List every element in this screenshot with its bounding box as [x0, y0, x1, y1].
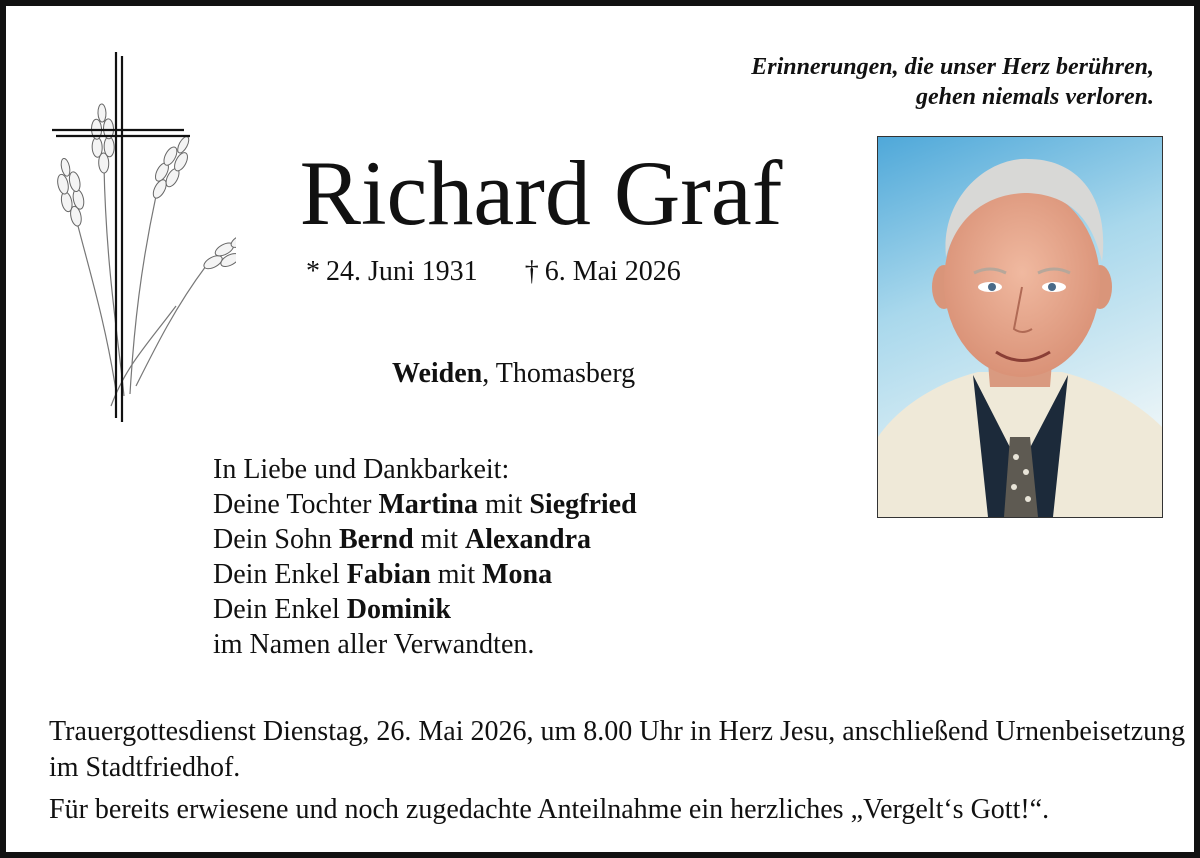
cross-with-wheat-icon [46, 46, 236, 436]
memorial-quote [751, 52, 1154, 112]
mourner-line [213, 522, 637, 557]
residence-district: , Thomasberg [482, 358, 636, 389]
mourner-line [213, 557, 637, 592]
portrait-photo [877, 136, 1163, 518]
mourner-name: Dominik [346, 594, 451, 625]
residence-city: Weiden [392, 358, 483, 389]
mourner-name: Martina [378, 489, 478, 520]
mourner-conjunction: mit [430, 559, 483, 590]
mourners-intro: In Liebe und Dankbarkeit: [213, 454, 510, 485]
mourner-conjunction: mit [478, 489, 530, 520]
funeral-service-info: Trauergottesdienst Dienstag, 26. Mai 2026, um 8.00 Uhr in Herz Jesu, anschließend Urnenbeisetzung im Stadtfriedhof. [49, 716, 1186, 783]
mourner-line [213, 592, 637, 627]
mourner-relation: Deine Tochter [213, 489, 379, 520]
mourner-name: Fabian [346, 559, 431, 590]
residence [392, 356, 635, 392]
mourners-closing: im Namen aller Verwandten. [213, 629, 535, 660]
mourner-relation: Dein Sohn [213, 524, 339, 555]
mourners-list [213, 452, 637, 662]
mourner-relation: Dein Enkel [213, 594, 347, 625]
quote-line-1: Erinnerungen, die unser Herz berühren, [751, 54, 1154, 80]
mourner-relation: Dein Enkel [213, 559, 347, 590]
death-dagger-icon: † [524, 256, 539, 287]
death-date: 6. Mai 2026 [544, 256, 681, 287]
mourner-conjunction: mit [413, 524, 466, 555]
mourner-partner-name: Alexandra [465, 524, 592, 555]
birth-date: 24. Juni 1931 [326, 256, 478, 287]
mourner-partner-name: Mona [482, 559, 553, 590]
life-dates [306, 254, 681, 290]
mourner-name: Bernd [339, 524, 414, 555]
mourner-partner-name: Siegfried [529, 489, 637, 520]
birth-star-icon: * [306, 256, 320, 287]
quote-line-2: gehen niemals verloren. [916, 84, 1154, 110]
deceased-name: Richard Graf [299, 142, 783, 244]
thanks-note: Für bereits erwiesene und noch zugedachte Anteilnahme ein herzliches „Vergelt‘s Gott!“. [49, 794, 1050, 825]
mourner-line [213, 487, 637, 522]
